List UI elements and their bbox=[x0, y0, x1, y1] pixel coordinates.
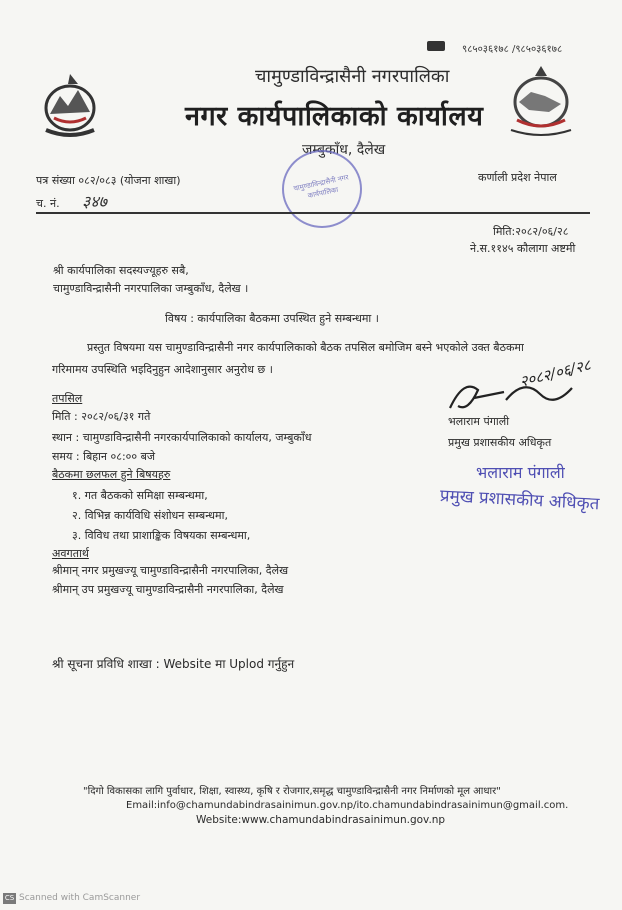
body-paragraph-line: प्रस्तुत विषयमा यस चामुण्डाविन्द्रासैनी नगर कार्यपालिकाको बैठक तपसिल बमोजिम बस्ने भएकोले उक्त बैठकमा bbox=[87, 341, 524, 354]
info-recipient: श्रीमान् नगर प्रमुखज्यू चामुण्डाविन्द्रासैनी नगरपालिका, दैलेख bbox=[52, 564, 289, 577]
title-stamp: प्रमुख प्रशासकीय अधिकृत bbox=[439, 486, 600, 515]
footer-motto: "दिगो विकासका लागि पुर्वाधार, शिक्षा, स्वास्थ्य, कृषि र रोजगार,समृद्ध चामुण्डाविन्द्रासैनी नगर निर्माणको मूल आधार" bbox=[83, 786, 501, 797]
info-heading: अवगतार्थ bbox=[52, 547, 89, 560]
phone-number: ९८५०३६१७८ /९८५०३६१७८ bbox=[462, 44, 563, 55]
camscanner-logo-icon: CS bbox=[4, 894, 15, 902]
it-section-note: श्री सूचना प्रविधि शाखा : Website मा Uplod गर्नुहुन bbox=[52, 657, 295, 671]
letter-date: मिति:२०८२/०६/२८ bbox=[493, 225, 569, 238]
body-paragraph-line: गरिमामय उपस्थिति भइदिनुहुन आदेशानुसार अनुरोध छ । bbox=[52, 363, 273, 376]
handwritten-date: २०८२/०६/२८ bbox=[517, 355, 593, 391]
signatory-name: भलाराम पंगाली bbox=[448, 415, 510, 428]
header-divider bbox=[36, 212, 590, 214]
agenda-heading: बैठकमा छलफल हुने बिषयहरु bbox=[52, 468, 171, 481]
recipient-line: श्री कार्यपालिका सदस्यज्यूहरु सबै, bbox=[53, 264, 189, 277]
footer-website: Website:www.chamundabindrasainimun.gov.np bbox=[196, 814, 446, 826]
letter-number: पत्र संख्या ०८२/०८३ (योजना शाखा) bbox=[36, 174, 181, 187]
meeting-date: मिति : २०८२/०६/३१ गते bbox=[52, 410, 151, 423]
office-title: नगर कार्यपालिकाको कार्यालय bbox=[185, 101, 484, 132]
office-seal-stamp bbox=[282, 150, 362, 228]
footer-email: Email:info@chamundabindrasainimun.gov.np/ito.chamundabindrasainimun@gmail.com. bbox=[126, 800, 569, 811]
meeting-place: स्थान : चामुण्डाविन्द्रासैनी नगरकार्यपालिकाको कार्यालय, जम्बुकाँध bbox=[52, 431, 312, 444]
meeting-time: समय : बिहान ०८:०० बजे bbox=[52, 450, 156, 463]
agenda-item: २. विभिन्न कार्यविधि संशोधन सम्बन्धमा, bbox=[72, 509, 228, 522]
municipality-name: चामुण्डाविन्द्रासैनी नगरपालिका bbox=[255, 66, 450, 87]
nepal-sambat-date: ने.स.११४५ कौलागा अष्टमी bbox=[470, 242, 576, 255]
recipient-address: चामुण्डाविन्द्रासैनी नगरपालिका जम्बुकाँध, दैलेख । bbox=[53, 282, 249, 295]
signatory-title: प्रमुख प्रशासकीय अधिकृत bbox=[448, 436, 552, 449]
dispatch-number: ३४७ bbox=[82, 192, 107, 211]
subject-line: विषय : कार्यपालिका बैठकमा उपस्थित हुने सम्बन्धमा । bbox=[165, 312, 379, 325]
agenda-item: १. गत बैठकको समिक्षा सम्बन्धमा, bbox=[72, 489, 208, 502]
office-location: जम्बुकाँध, दैलेख bbox=[302, 142, 386, 158]
dispatch-label: च. नं. bbox=[36, 197, 60, 210]
government-emblem-icon bbox=[38, 70, 102, 144]
province-name: कर्णाली प्रदेश नेपाल bbox=[478, 171, 557, 184]
scanner-watermark: Scanned with CamScanner bbox=[19, 893, 141, 903]
seal-text: चामुण्डाविन्द्रासैनी नगर कार्यपालिका bbox=[292, 173, 350, 201]
info-recipient: श्रीमान् उप प्रमुखज्यू चामुण्डाविन्द्रासैनी नगरपालिका, दैलेख bbox=[52, 583, 284, 596]
details-heading: तपसिल bbox=[52, 392, 83, 405]
nepal-map-emblem-icon bbox=[505, 62, 577, 140]
agenda-item: ३. विविध तथा प्राशाङ्किक विषयका सम्बन्धमा, bbox=[72, 529, 251, 542]
phone-icon bbox=[427, 41, 445, 51]
name-stamp: भलाराम पंगाली bbox=[476, 463, 565, 482]
